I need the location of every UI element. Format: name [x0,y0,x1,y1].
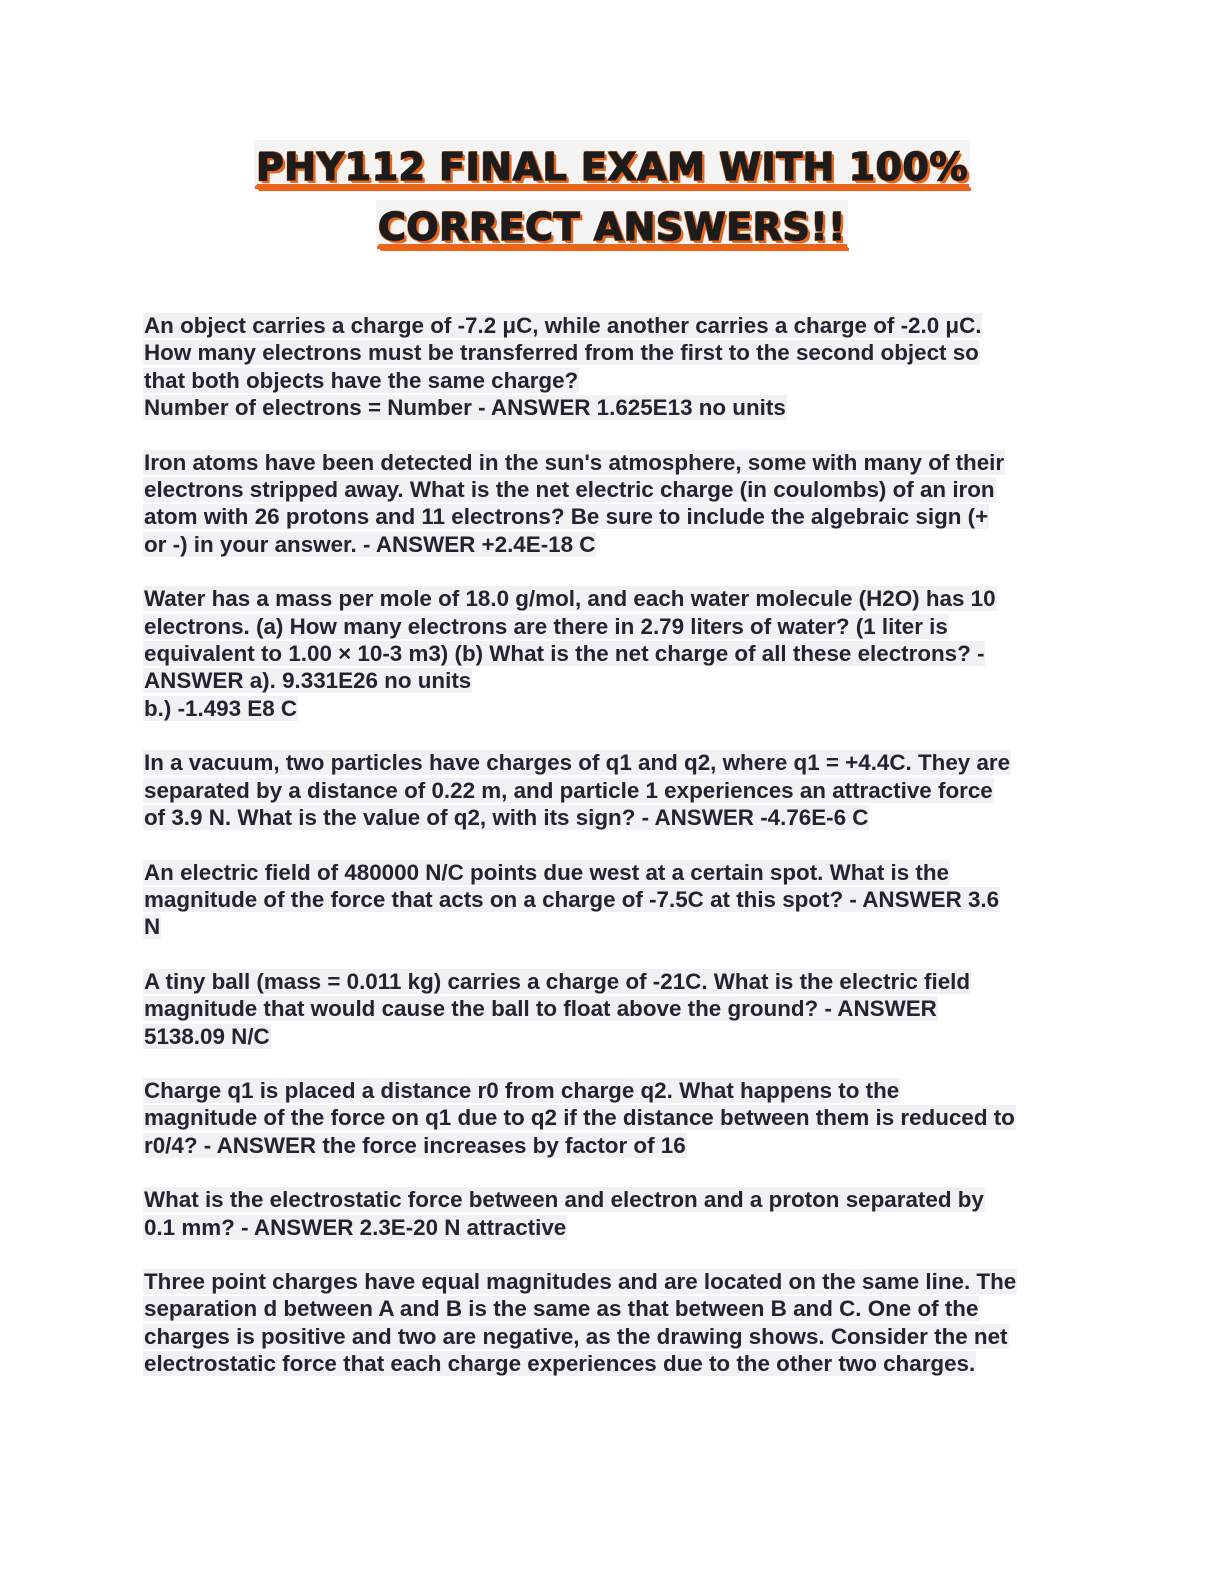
text-highlight: Iron atoms have been detected in the sun's atmosphere, some with many of their [144,449,1005,475]
text-highlight: 5138.09 N/C [144,1023,270,1049]
question-text-line [143,913,1083,940]
question-text-line [143,777,1083,804]
text-highlight: b.) -1.493 E8 C [144,695,298,721]
title-line-1: PHY112 FINAL EXAM WITH 100% [254,140,970,192]
question-text-line [143,640,1083,667]
question-text-line [143,1023,1083,1050]
text-highlight: atom with 26 protons and 11 electrons? Be sure to include the algebraic sign (+ [144,504,989,530]
question-text-line [143,749,1083,776]
text-highlight: separation d between A and B is the same as that between B and C. One of the [144,1296,979,1322]
question-text-line [143,1268,1083,1295]
question-text-line [143,667,1083,694]
text-highlight: of 3.9 N. What is the value of q2, with its sign? - ANSWER -4.76E-6 C [144,805,869,831]
question-text-line [143,695,1083,722]
text-highlight: electrons. (a) How many electrons are there in 2.79 liters of water? (1 liter is [144,613,948,639]
question-block [143,312,1083,422]
text-highlight: equivalent to 1.00 × 10-3 m3) (b) What is the net charge of all these electrons? - [144,641,985,667]
document-title [0,140,1224,260]
text-highlight: or -) in your answer. - ANSWER +2.4E-18 C [144,531,596,557]
question-text-line [143,1077,1083,1104]
text-highlight: charges is positive and two are negative, as the drawing shows. Consider the net [144,1323,1008,1349]
text-highlight: that both objects have the same charge? [144,367,579,393]
question-text-line [143,613,1083,640]
text-highlight: magnitude of the force on q1 due to q2 if the distance between them is reduced to [144,1105,1015,1131]
text-highlight: Charge q1 is placed a distance r0 from charge q2. What happens to the [144,1077,900,1103]
question-block [143,859,1083,941]
text-highlight: separated by a distance of 0.22 m, and particle 1 experiences an attractive force [144,777,993,803]
question-text-line [143,449,1083,476]
question-block [143,968,1083,1050]
text-highlight: A tiny ball (mass = 0.011 kg) carries a charge of -21C. What is the electric field [144,968,971,994]
text-highlight: An electric field of 480000 N/C points due west at a certain spot. What is the [144,859,950,885]
question-list [143,312,1083,1405]
question-block [143,1077,1083,1159]
text-highlight: ANSWER a). 9.331E26 no units [144,668,472,694]
question-block [143,1186,1083,1241]
question-text-line [143,585,1083,612]
text-highlight: An object carries a charge of -7.2 μC, while another carries a charge of -2.0 μC. [144,313,982,338]
text-highlight: magnitude that would cause the ball to float above the ground? - ANSWER [144,996,937,1022]
question-text-line [143,1186,1083,1213]
question-text-line [143,367,1083,394]
text-highlight: electrostatic force that each charge experiences due to the other two charges. [144,1351,976,1377]
question-text-line [143,859,1083,886]
question-block [143,1268,1083,1378]
question-text-line [143,968,1083,995]
text-highlight: Number of electrons = Number - ANSWER 1.625E13 no units [144,395,786,421]
question-block [143,585,1083,722]
question-text-line [143,476,1083,503]
text-highlight: electrons stripped away. What is the net electric charge (in coulombs) of an iron [144,477,995,503]
question-block [143,749,1083,831]
title-line-2: CORRECT ANSWERS!! [376,200,848,252]
question-text-line [143,1214,1083,1241]
question-text-line [143,1323,1083,1350]
text-highlight: How many electrons must be transferred from the first to the second object so [144,340,979,366]
question-text-line [143,1132,1083,1159]
text-highlight: r0/4? - ANSWER the force increases by factor of 16 [144,1132,686,1158]
text-highlight: Three point charges have equal magnitudes and are located on the same line. The [144,1268,1017,1294]
question-text-line [143,886,1083,913]
question-text-line [143,1295,1083,1322]
text-highlight: N [144,914,161,940]
question-text-line [143,339,1083,366]
text-highlight: Water has a mass per mole of 18.0 g/mol, and each water molecule (H2O) has 10 [144,586,996,612]
text-highlight: 0.1 mm? - ANSWER 2.3E-20 N attractive [144,1214,567,1240]
question-text-line [143,1104,1083,1131]
text-highlight: magnitude of the force that acts on a charge of -7.5C at this spot? - ANSWER 3.6 [144,886,1000,912]
text-highlight: In a vacuum, two particles have charges of q1 and q2, where q1 = +4.4C. They are [144,750,1011,776]
question-text-line [143,312,1083,339]
question-text-line [143,804,1083,831]
question-text-line [143,531,1083,558]
question-text-line [143,394,1083,421]
question-block [143,449,1083,559]
question-text-line [143,1350,1083,1377]
question-text-line [143,503,1083,530]
question-text-line [143,995,1083,1022]
text-highlight: What is the electrostatic force between and electron and a proton separated by [144,1187,984,1213]
